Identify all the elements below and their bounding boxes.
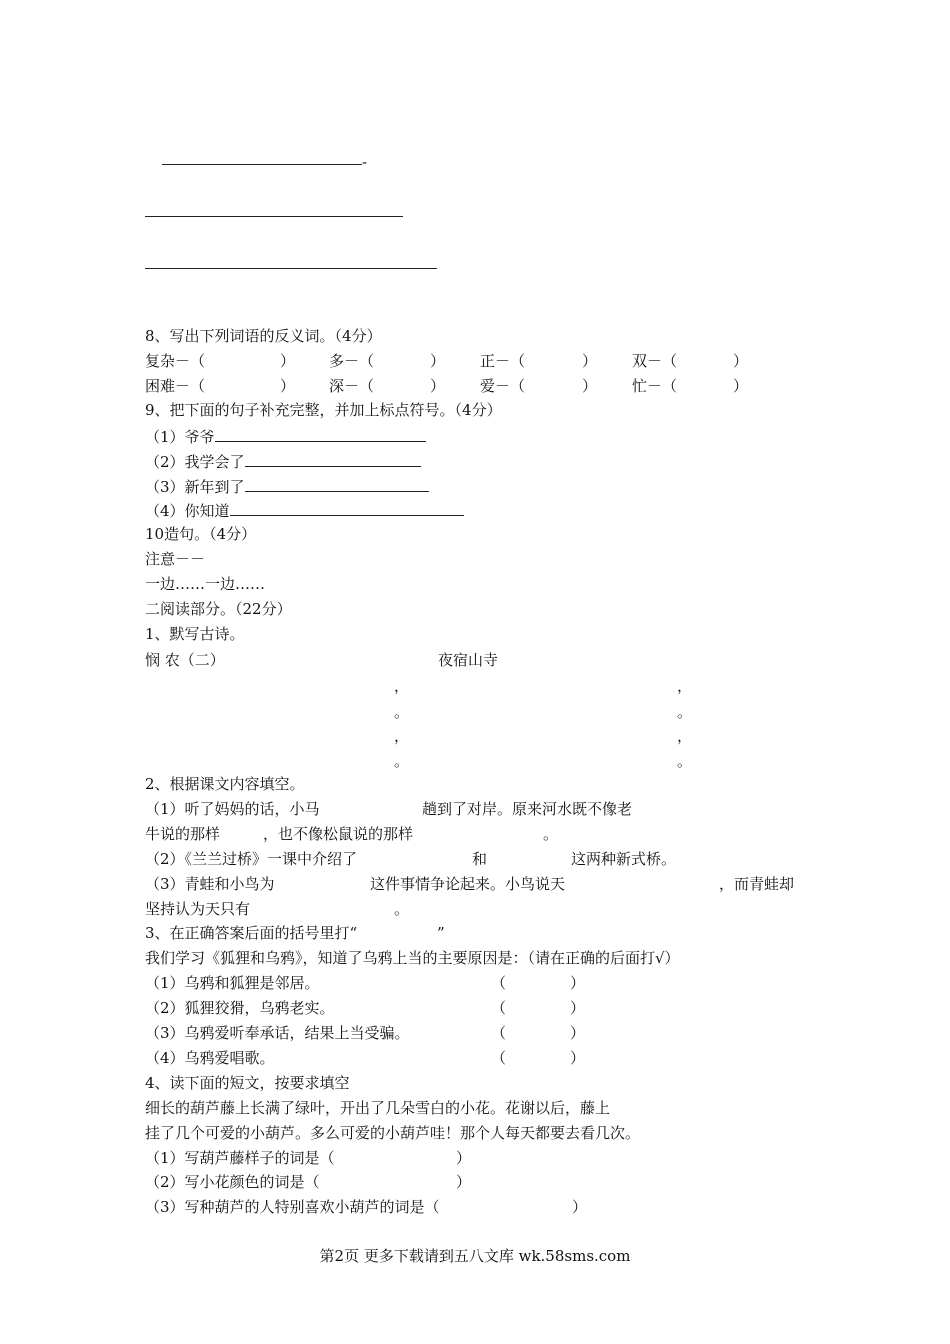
poem-punct: 。 (677, 703, 693, 721)
r2-text: 坚持认为天只有 (145, 900, 251, 918)
q8-item: ） (430, 352, 446, 370)
q9-item-label: （3）新年到了 (145, 478, 245, 496)
q8-item: 爱－（ (480, 377, 526, 395)
poem-punct: 。 (394, 703, 410, 721)
q8-item: 正－（ (480, 352, 526, 370)
q9-item (145, 476, 429, 496)
q8-item: ） (280, 377, 296, 395)
r3-option: （1）乌鸦和狐狸是邻居。 (145, 974, 320, 992)
poem-punct: 。 (394, 752, 410, 770)
dash-mark: - (362, 153, 368, 171)
q8-item: 双－（ (632, 352, 678, 370)
answer-paren-close[interactable]: ） (570, 1024, 586, 1042)
poem-punct: ， (677, 727, 693, 745)
q9-item (145, 500, 464, 520)
r4-passage: 挂了几个可爱的小葫芦。多么可爱的小葫芦哇！那个人每天都要去看几次。 (145, 1124, 641, 1142)
answer-paren-open[interactable]: （ (491, 974, 507, 992)
answer-blank[interactable] (230, 500, 464, 516)
q8-item: 困难－（ (145, 377, 206, 395)
page-footer: 第2页 更多下载请到五八文库 wk.58sms.com (319, 1247, 631, 1265)
r4-question: （3）写种葫芦的人特别喜欢小葫芦的词是（ (145, 1198, 440, 1216)
answer-blank[interactable] (245, 476, 429, 492)
q8-item: 忙－（ (632, 377, 678, 395)
r4-title: 4、读下面的短文，按要求填空 (145, 1074, 350, 1092)
section-title: 二阅读部分。（22分） (145, 600, 292, 618)
r2-text: （3）青蛙和小鸟为 (145, 875, 275, 893)
r2-text: （2）《兰兰过桥》一课中介绍了 (145, 850, 358, 868)
q8-item: 多－（ (329, 352, 375, 370)
answer-paren-close[interactable]: ） (570, 1049, 586, 1067)
r2-text: 这两种新式桥。 (571, 850, 677, 868)
q8-item: 深－（ (329, 377, 375, 395)
q10-line: 注意－－ (145, 550, 206, 568)
q8-item: ） (733, 377, 749, 395)
answer-blank[interactable] (215, 426, 426, 442)
q9-item (145, 426, 426, 446)
q8-item: ） (430, 377, 446, 395)
r2-text: 牛说的那样 (145, 825, 221, 843)
answer-line (162, 164, 362, 165)
r2-text: （1）听了妈妈的话，小马 (145, 800, 320, 818)
poem-title: 夜宿山寺 (438, 651, 499, 669)
r3-intro: 我们学习《狐狸和乌鸦》，知道了乌鸦上当的主要原因是：（请在正确的后面打√） (145, 949, 680, 967)
r2-text: 趟到了对岸。原来河水既不像老 (422, 800, 633, 818)
answer-paren-close[interactable]: ） (572, 1198, 588, 1216)
q10-title: 10造句。（4分） (145, 525, 257, 543)
r3-option: （4）乌鸦爱唱歌。 (145, 1049, 275, 1067)
r1-title: 1、默写古诗。 (145, 625, 245, 643)
r2-text: 和 (472, 850, 488, 868)
r2-title: 2、根据课文内容填空。 (145, 775, 305, 793)
r3-option: （2）狐狸狡猾，乌鸦老实。 (145, 999, 335, 1017)
q9-title: 9、把下面的句子补充完整，并加上标点符号。（4分） (145, 401, 502, 419)
q9-item-label: （1）爷爷 (145, 428, 215, 446)
q8-item: ） (582, 377, 598, 395)
r2-text: 。 (394, 900, 410, 918)
answer-paren-close[interactable]: ） (456, 1173, 472, 1191)
r4-passage: 细长的葫芦藤上长满了绿叶，开出了几朵雪白的小花。花谢以后，藤上 (145, 1099, 611, 1117)
answer-paren-open[interactable]: （ (491, 1024, 507, 1042)
poem-punct: ， (677, 677, 693, 695)
q8-item: ） (733, 352, 749, 370)
answer-paren-close[interactable]: ） (570, 974, 586, 992)
q10-line: 一边……一边…… (145, 575, 266, 593)
r3-option: （3）乌鸦爱听奉承话，结果上当受骗。 (145, 1024, 410, 1042)
answer-line (145, 268, 437, 269)
poem-punct: 。 (677, 752, 693, 770)
r4-question: （2）写小花颜色的词是（ (145, 1173, 320, 1191)
r3-title: 3、在正确答案后面的括号里打“ (145, 924, 358, 942)
q8-item: ） (582, 352, 598, 370)
r3-title-close: ” (437, 924, 445, 942)
r2-text: 这件事情争论起来。小鸟说天 (370, 875, 566, 893)
answer-paren-close[interactable]: ） (570, 999, 586, 1017)
r2-text: ，而青蛙却 (719, 875, 795, 893)
q8-title: 8、写出下列词语的反义词。（4分） (145, 327, 382, 345)
poem-title: 悯 农（二） (145, 651, 225, 669)
q9-item-label: （2）我学会了 (145, 453, 245, 471)
answer-paren-close[interactable]: ） (456, 1149, 472, 1167)
q8-item: ） (280, 352, 296, 370)
q8-item: 复杂－（ (145, 352, 206, 370)
answer-paren-open[interactable]: （ (491, 999, 507, 1017)
answer-line (145, 216, 403, 217)
poem-punct: ， (394, 727, 410, 745)
r2-text: ，也不像松鼠说的那样 (263, 825, 414, 843)
r2-text: 。 (543, 825, 559, 843)
poem-punct: ， (394, 677, 410, 695)
r4-question: （1）写葫芦藤样子的词是（ (145, 1149, 335, 1167)
answer-paren-open[interactable]: （ (491, 1049, 507, 1067)
q9-item-label: （4）你知道 (145, 502, 230, 520)
q9-item (145, 451, 421, 471)
answer-blank[interactable] (245, 451, 421, 467)
